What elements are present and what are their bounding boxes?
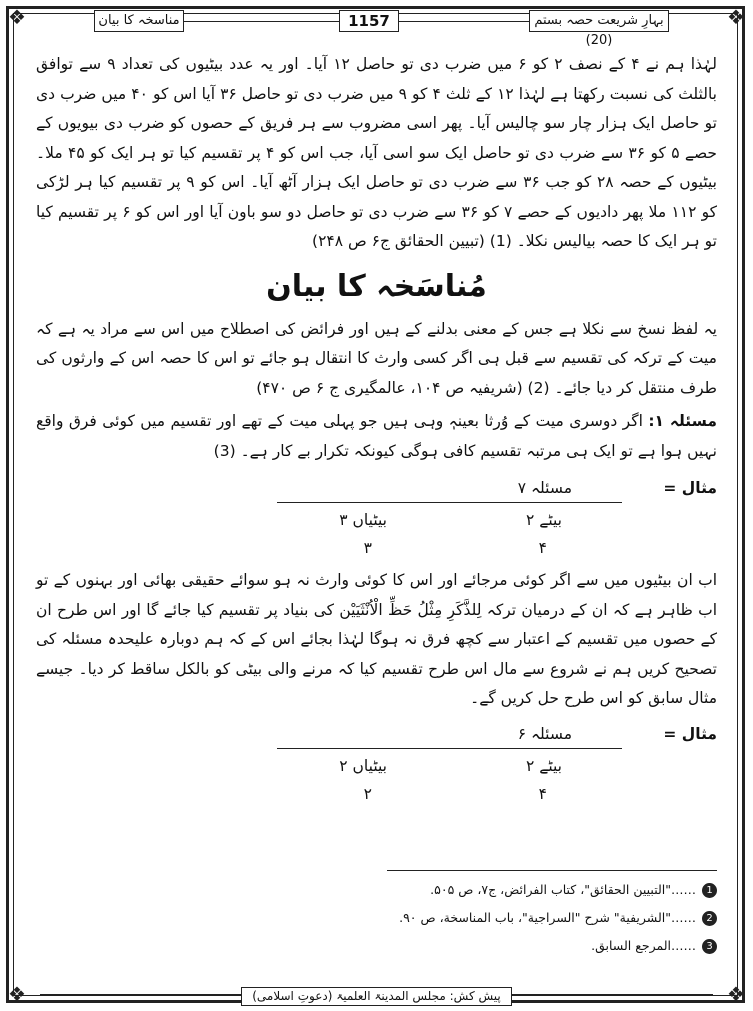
footnote-text: ……"الشريفية" شرح "السراجية"، باب المناسخة، ص ۹۰. xyxy=(399,910,696,925)
section-title: مُناسَخہ کا بیان xyxy=(266,268,487,304)
example-heading: مسئلہ ۶ xyxy=(517,724,572,743)
example-2 xyxy=(36,720,717,812)
example-label: مثال = xyxy=(663,724,717,743)
daughters-label: بیٹیاں ۳ xyxy=(339,511,387,529)
corner-ornament: ❖ xyxy=(8,5,26,29)
example-rule xyxy=(277,502,622,503)
header-divider xyxy=(399,21,539,22)
main-content xyxy=(36,50,717,812)
section-paragraph: یہ لفظ نسخ سے نکلا ہے جس کے معنی بدلنے کے ہیں اور فرائض کی اصطلاح میں اس سے مراد یہ ہے کہ میت کے ترکہ کی تقسیم سے قبل ہی اگر کسی وارث کا انتقال ہو جائے تو اس کا حصہ اس کے وارثوں کی طرف منتقل کر دیا جائے۔ (2) (شریفیہ ص ۱۰۴، عالمگیری ج ۶ ص ۴۷۰) xyxy=(36,319,717,397)
sons-label: بیٹے ۲ xyxy=(525,756,562,775)
sons-share: ۴ xyxy=(538,539,547,557)
footnote-number: 3 xyxy=(702,939,717,954)
intro-paragraph: لہٰذا ہم نے ۴ کے نصف ۲ کو ۶ میں ضرب دی تو حاصل ۱۲ آیا۔ اور یہ عدد بیٹیوں کی تعداد ۹ سے توافق بالثلث کی نسبت رکھتا ہے لہٰذا ۱۲ کے ثلث ۴ کو ۹ میں ضرب دی تو حاصل ۳۶ آیا اس کو ۴۰ میں ضرب دی تو حاصل ایک ہزار چار سو چالیس آیا۔ پھر اسی مضروب سے ہر فریق کے حصوں کو ضرب دی بیویوں کے حصے ۵ کو ۳۶ سے ضرب دی تو حاصل ایک سو اسی آیا، جب اس کو ۴ پر تقسیم کیا تو ہر ایک کو ۴۵ ملا۔ بیٹیوں کے حصہ ۲۸ کو جب ۳۶ سے ضرب دی تو حاصل ایک ہزار آٹھ آیا۔ اس کو ۹ پر تقسیم کیا ہر لڑکی کو ۱۱۲ ملا پھر دادیوں کے حصے ۷ کو ۳۶ سے ضرب دی تو حاصل دو سو باون آیا اور اس کو ۶ پر تقسیم کیا تو ہر ایک کا حصہ بیالیس نکلا۔ (1) (تبیین الحقائق ج۶ ص ۲۴۸) xyxy=(36,55,718,250)
footnote-item xyxy=(36,876,717,904)
example-label: مثال = xyxy=(663,479,717,497)
footnote-text: ……المرجع السابق. xyxy=(591,938,696,953)
masala-1 xyxy=(36,407,717,466)
chapter-title: مناسخہ کا بیان xyxy=(94,10,184,32)
footnote-item xyxy=(36,904,717,932)
daughters-share: ۲ xyxy=(363,784,372,803)
corner-ornament: ❖ xyxy=(727,982,745,1006)
page-footer xyxy=(0,985,753,1006)
middle-paragraph: اب ان بیٹیوں میں سے اگر کوئی مرجائے اور اس کا کوئی وارث نہ ہو سوائے حقیقی بھائی اور بہنوں کے تو اب ظاہر ہے کہ ان کے درمیان ترکہ لِلذَّکَرِ مِثْلُ حَظِّ الْاُنْثَیَیْن کی بنیاد پر تقسیم کیا جائے گا اور اس طرح ان کے حصوں میں تقسیم کے اعتبار سے کچھ فرق نہ ہوگا لہٰذا بجائے اس کے کہ ہم دوبارہ علیحدہ مسئلہ کی تصحیح کریں ہم نے شروع سے مال اس طرح تقسیم کیا کہ مرنے والی بیٹی کو بالکل ساقط کر دیا۔ جیسے مثال سابق کو اس طرح حل کریں گے۔ xyxy=(36,571,717,707)
corner-ornament: ❖ xyxy=(727,5,745,29)
footnote-number: 1 xyxy=(702,883,717,898)
book-title: بہارِ شریعت حصہ بستم (20) xyxy=(529,10,669,32)
corner-ornament: ❖ xyxy=(8,982,26,1006)
footnote-text: ……"التبيين الحقائق"، كتاب الفرائض، ج۷، ص ۵۰۵. xyxy=(430,882,696,897)
daughters-label: بیٹیاں ۲ xyxy=(339,756,387,775)
daughters-share: ۳ xyxy=(363,539,372,557)
page-number: 1157 xyxy=(339,10,399,32)
masala-label: مسئلہ ۱: xyxy=(648,412,717,430)
footnote-rule xyxy=(387,870,717,871)
example-rule xyxy=(277,748,622,749)
footnote-number: 2 xyxy=(702,911,717,926)
example-heading: مسئلہ ۷ xyxy=(517,479,572,497)
example-1 xyxy=(36,474,717,566)
page-header xyxy=(24,10,729,48)
sons-label: بیٹے ۲ xyxy=(525,511,562,529)
publisher-credit: پیش کش: مجلس المدینۃ العلمیۃ (دعوتِ اسلامی) xyxy=(241,987,512,1006)
masala-text: اگر دوسری میت کے وُرثا بعینہٖ وہی ہیں جو پہلی میت کے تھے اور تقسیم میں کوئی فرق واقع نہیں ہوا ہے تو ایک ہی مرتبہ تقسیم کافی ہوگی کیونکہ تکرار بے کار ہے۔ (3) xyxy=(36,412,717,460)
header-divider xyxy=(174,21,349,22)
footnotes xyxy=(36,876,717,960)
sons-share: ۴ xyxy=(538,784,547,803)
footnote-item xyxy=(36,932,717,960)
